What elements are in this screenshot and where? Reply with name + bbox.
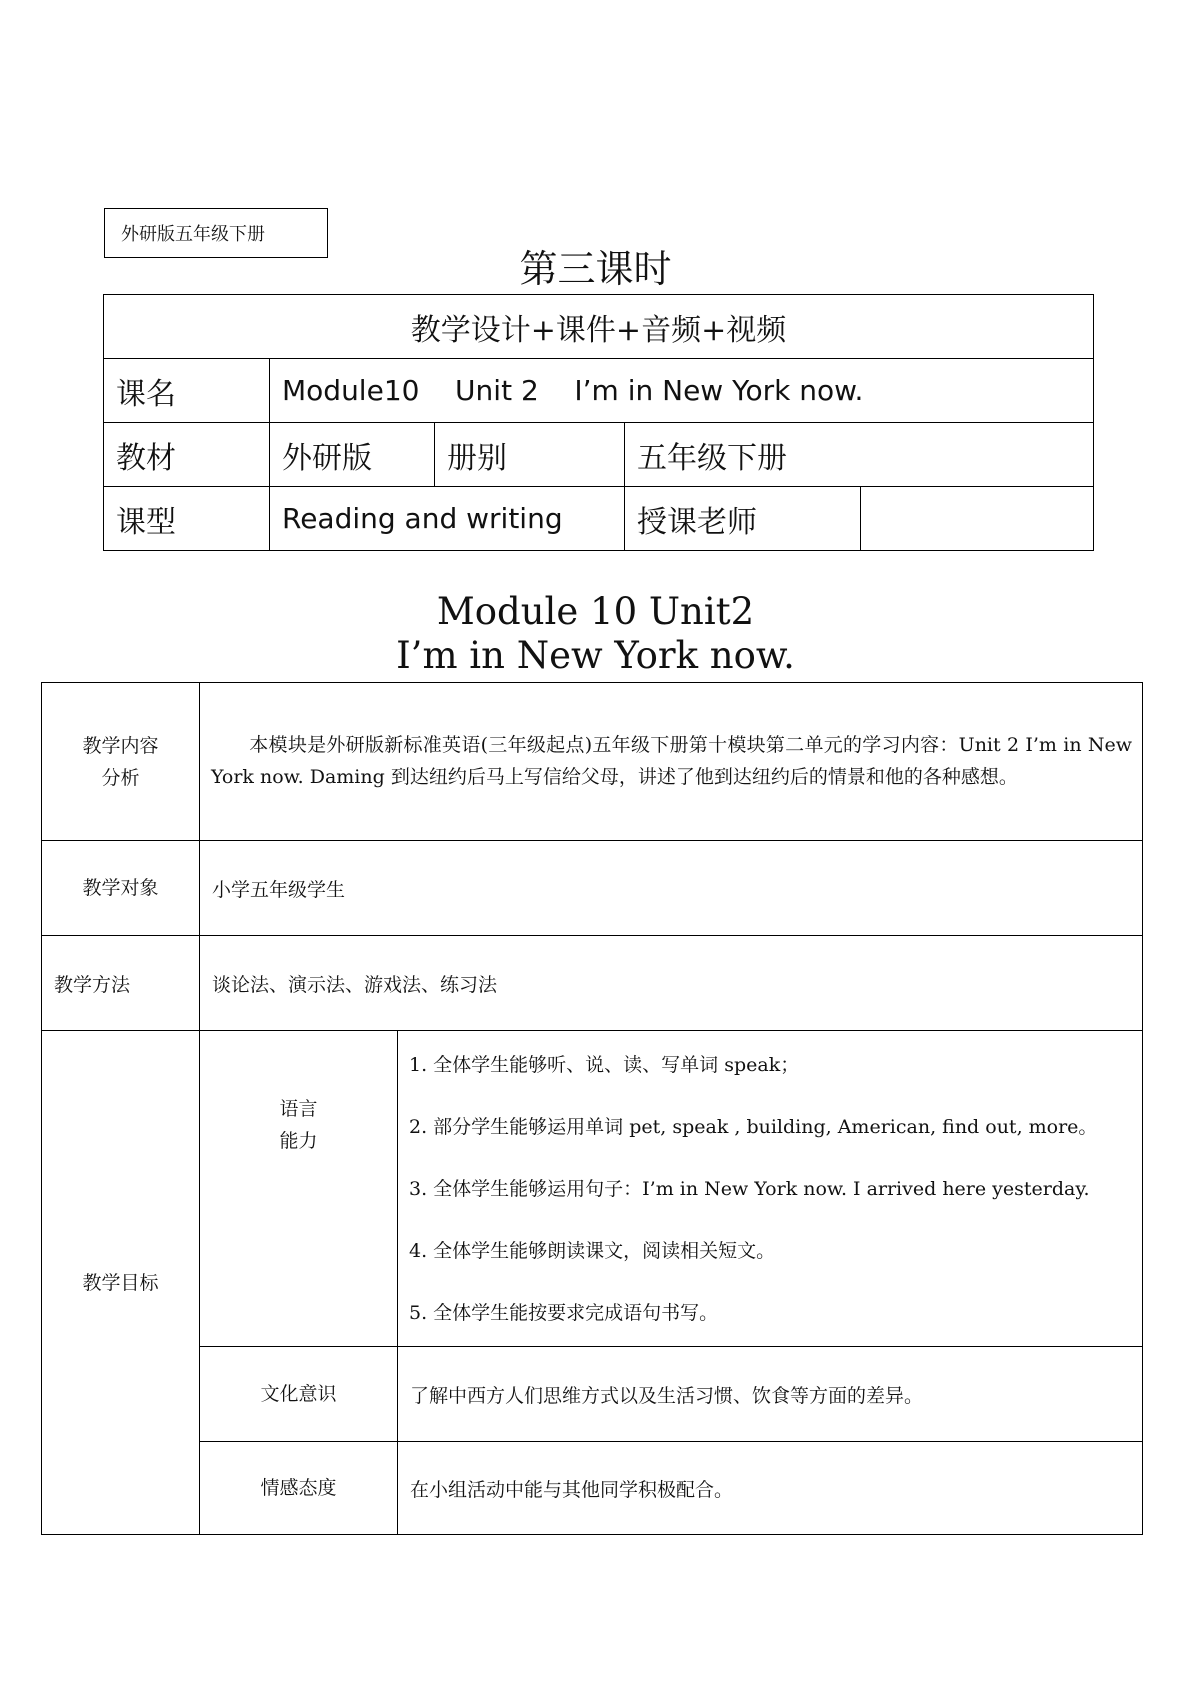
goals-label: 教学目标 bbox=[42, 1031, 200, 1535]
language-label-line2: 能力 bbox=[279, 1130, 318, 1152]
course-label: 课名 bbox=[104, 359, 270, 423]
content-label bbox=[42, 683, 200, 841]
type-row bbox=[104, 487, 1094, 551]
info-heading-row bbox=[104, 295, 1094, 359]
textbook-label: 教材 bbox=[104, 423, 270, 487]
culture-label: 文化意识 bbox=[200, 1347, 398, 1442]
list-item: 4. 全体学生能够朗读课文，阅读相关短文。 bbox=[409, 1239, 776, 1262]
list-item: 2. 部分学生能够运用单词 pet, speak , building, American, find out, more。 bbox=[409, 1115, 1098, 1138]
culture-row bbox=[42, 1347, 1143, 1442]
document-title bbox=[0, 590, 1191, 678]
list-item: 1. 全体学生能够听、说、读、写单词 speak； bbox=[409, 1053, 800, 1076]
content-row bbox=[42, 683, 1143, 841]
language-label-line1: 语言 bbox=[279, 1098, 318, 1120]
lesson-title: 第三课时 bbox=[519, 247, 672, 291]
teacher-value bbox=[861, 487, 1094, 551]
target-label: 教学对象 bbox=[42, 841, 200, 936]
language-label bbox=[200, 1031, 398, 1347]
emotion-label: 情感态度 bbox=[200, 1442, 398, 1535]
volume-label: 册别 bbox=[435, 423, 625, 487]
type-label: 课型 bbox=[104, 487, 270, 551]
language-goal-row bbox=[42, 1031, 1143, 1347]
course-value: Module10 Unit 2 I’m in New York now. bbox=[270, 359, 1094, 423]
emotion-text: 在小组活动中能与其他同学积极配合。 bbox=[398, 1442, 1143, 1535]
document-title-line1: Module 10 Unit2 bbox=[436, 590, 755, 633]
course-row bbox=[104, 359, 1094, 423]
document-title-line2: I’m in New York now. bbox=[396, 634, 795, 677]
culture-text: 了解中西方人们思维方式以及生活习惯、饮食等方面的差异。 bbox=[398, 1347, 1143, 1442]
content-paragraph: 本模块是外研版新标准英语(三年级起点)五年级下册第十模块第二单元的学习内容：Unit 2 I’m in New York now. Daming 到达纽约后马上写信给父母，讲述了他到达纽约后的情景和他的各种感想。 bbox=[211, 733, 1133, 788]
info-heading: 教学设计+课件+音频+视频 bbox=[104, 295, 1094, 359]
textbook-value: 外研版 bbox=[270, 423, 435, 487]
target-text: 小学五年级学生 bbox=[200, 841, 1143, 936]
method-row bbox=[42, 936, 1143, 1031]
method-text: 谈论法、演示法、游戏法、练习法 bbox=[200, 936, 1143, 1031]
emotion-row bbox=[42, 1442, 1143, 1535]
target-row bbox=[42, 841, 1143, 936]
teacher-label: 授课老师 bbox=[625, 487, 861, 551]
volume-value: 五年级下册 bbox=[625, 423, 1094, 487]
content-label-line1: 教学内容 bbox=[82, 734, 159, 757]
language-goals-list bbox=[398, 1031, 1143, 1347]
method-label: 教学方法 bbox=[42, 936, 200, 1031]
list-item: 3. 全体学生能够运用句子：I’m in New York now. I arrived here yesterday. bbox=[409, 1177, 1090, 1200]
content-text bbox=[200, 683, 1143, 841]
list-item: 5. 全体学生能按要求完成语句书写。 bbox=[409, 1301, 719, 1324]
lesson-plan-table bbox=[41, 682, 1143, 1535]
lesson-info-table bbox=[103, 294, 1094, 551]
textbook-row bbox=[104, 423, 1094, 487]
grade-tag-text: 外研版五年级下册 bbox=[121, 224, 265, 245]
type-value: Reading and writing bbox=[270, 487, 625, 551]
content-label-line2: 分析 bbox=[101, 766, 140, 789]
